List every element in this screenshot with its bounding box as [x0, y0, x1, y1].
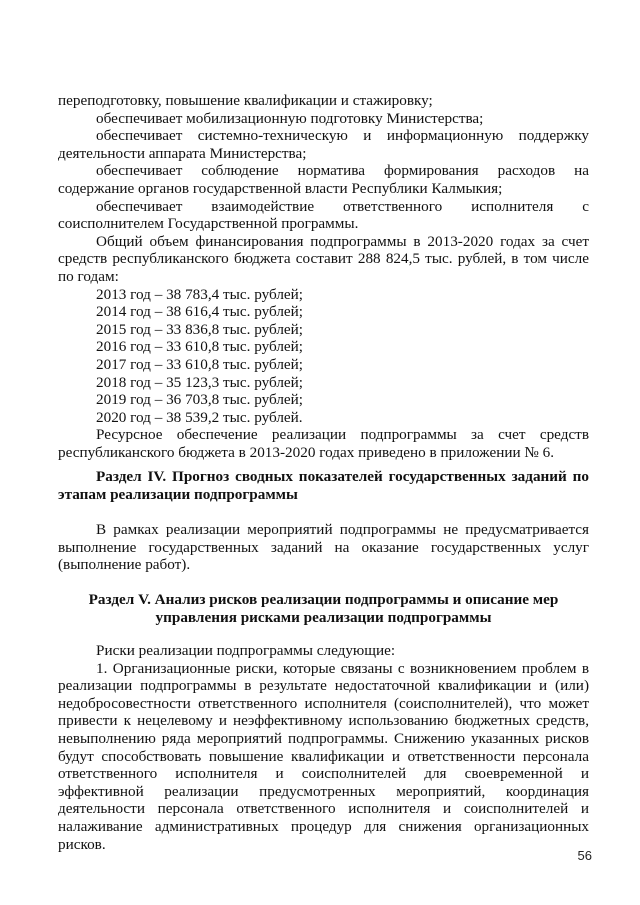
section-4-text-block	[58, 521, 589, 574]
funding-year-2018: 2018 год – 35 123,3 тыс. рублей;	[96, 373, 304, 391]
section-4-heading: Раздел IV. Прогноз сводных показателей государственных заданий по этапам реализации подпрограммы	[58, 468, 589, 503]
funding-year-2019: 2019 год – 36 703,8 тыс. рублей;	[96, 391, 304, 409]
paragraph-continuation: переподготовку, повышение квалификации и стажировку;	[58, 92, 433, 109]
funding-year-2015: 2015 год – 33 836,8 тыс. рублей;	[96, 320, 304, 338]
funding-year-2017: 2017 год – 33 610,8 тыс. рублей;	[96, 355, 304, 373]
paragraph-expense-norm: обеспечивает соблюдение норматива формирования расходов на содержание органов государственной власти Республики Калмыкия;	[58, 162, 589, 197]
section-5-intro: Риски реализации подпрограммы следующие:	[96, 642, 396, 659]
paragraph-resource-provision: Ресурсное обеспечение реализации подпрограммы за счет средств республиканского бюджета в 2013-2020 годах приведено в приложении № 6.	[58, 426, 589, 461]
page-number: 56	[577, 848, 592, 863]
funding-year-2014: 2014 год – 38 616,4 тыс. рублей;	[96, 303, 304, 321]
funding-year-2020: 2020 год – 38 539,2 тыс. рублей.	[96, 408, 303, 426]
section-4-heading-block	[58, 468, 589, 503]
top-text-block	[58, 92, 589, 461]
section-4-paragraph: В рамках реализации мероприятий подпрограммы не предусматривается выполнение государственных заданий на оказание государственных услуг (выполнение работ).	[58, 521, 589, 574]
funding-year-2013: 2013 год – 38 783,4 тыс. рублей;	[96, 285, 304, 303]
section-5-heading-line-1: Раздел V. Анализ рисков реализации подпрограммы и описание мер	[88, 591, 559, 608]
section-5-heading-block	[58, 591, 589, 626]
paragraph-tech-support: обеспечивает системно-техническую и информационную поддержку деятельности аппарата Министерства;	[58, 127, 589, 162]
paragraph-interaction: обеспечивает взаимодействие ответственного исполнителя с соисполнителем Государственной программы.	[58, 197, 589, 233]
section-5-heading-line-2: управления рисками реализации подпрограммы	[155, 608, 492, 626]
paragraph-mobilization: обеспечивает мобилизационную подготовку Министерства;	[96, 109, 484, 127]
section-5-risk-item-1: 1. Организационные риски, которые связаны с возникновением проблем в реализации подпрограммы в результате недостаточной квалификации и (или) недобросовестности ответственного исполнителя (соисполнителей), что может привести к нецелевому и неэффективному использованию бюджетных средств, невыполнению ряда мероприятий подпрограммы. Снижению указанных рисков будут способствовать повышение квалификации и ответственности персонала ответственного исполнителя и соисполнителей для своевременной и эффективной реализации предусмотренных мероприятий, координация деятельности персонала ответственного исполнителя и соисполнителей и налаживание административных процедур для снижения организационных рисков.	[58, 659, 589, 853]
paragraph-funding-total: Общий объем финансирования подпрограммы в 2013-2020 годах за счет средств республиканского бюджета составит 288 824,5 тыс. рублей, в том числе по годам:	[58, 232, 589, 285]
section-5-text-block	[58, 642, 589, 853]
funding-year-2016: 2016 год – 33 610,8 тыс. рублей;	[96, 338, 304, 356]
